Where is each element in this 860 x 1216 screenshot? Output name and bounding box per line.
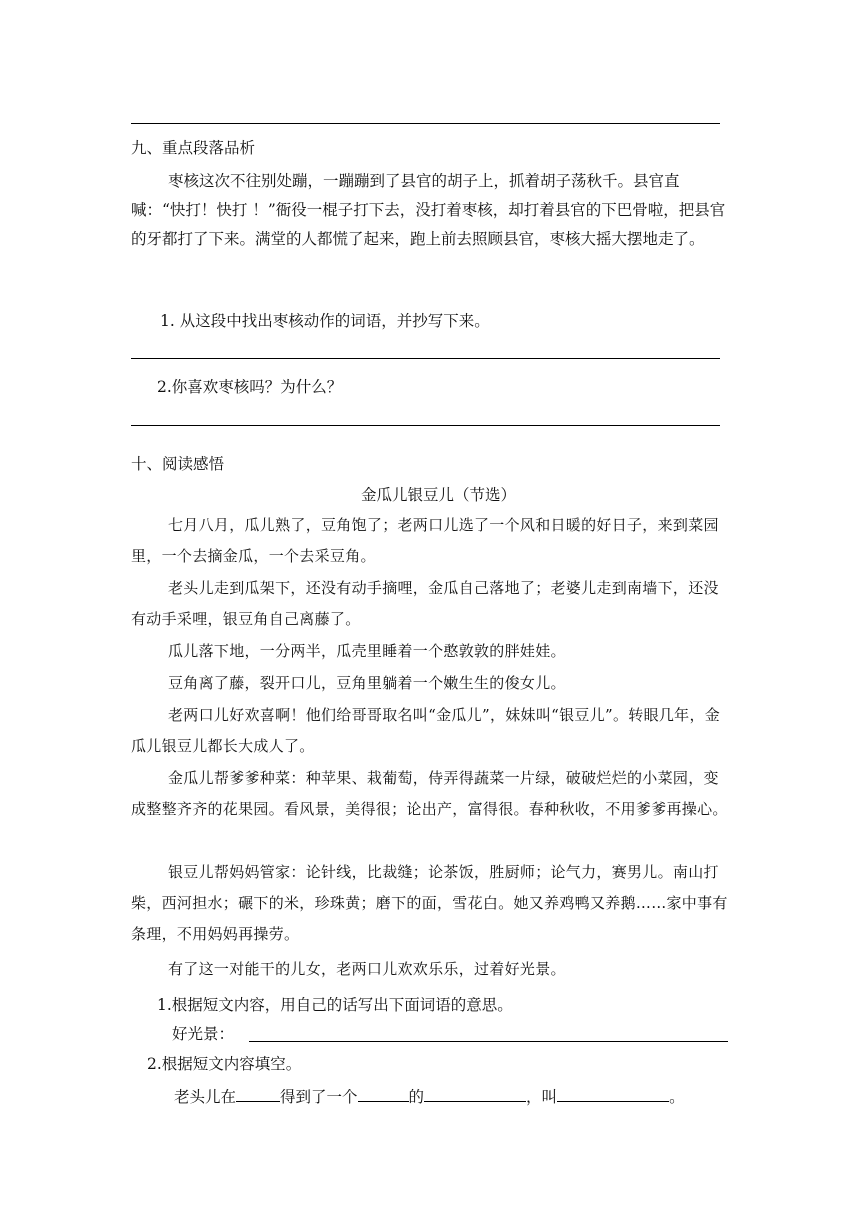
good-times-label: 好光景： (172, 1025, 235, 1043)
section-9-question-2: 2.你喜欢枣核吗？为什么？ (157, 378, 343, 396)
fill-part-4: ，叫 (526, 1088, 558, 1106)
fill-in-sentence (174, 1085, 685, 1107)
section-10-heading: 十、阅读感悟 (131, 455, 225, 473)
section-10-question-2: 2.根据短文内容填空。 (147, 1055, 302, 1073)
section-9-passage: 枣核这次不往别处蹦，一蹦蹦到了县官的胡子上，抓着胡子荡秋千。县官直喊：“快打！快打 ！”衙役一棍子打下去，没打着枣核，却打着县官的下巴骨啦，把县官的牙都打了下来。满堂的人都慌了起来，跑上前去照顾县官，枣核大摇大摆地走了。 (131, 172, 726, 248)
fill-blank-4[interactable] (557, 1085, 669, 1102)
passage-paragraph-6: 金瓜儿帮爹爹种菜：种苹果、栽葡萄，侍弄得蔬菜一片绿，破破烂烂的小菜园，变成整整齐齐的花果园。看风景，美得很；论出产，富得很。春种秋收，不用爹爹再操心。 (131, 769, 728, 818)
fill-part-3: 的 (408, 1088, 425, 1106)
passage-paragraph-5: 老两口儿好欢喜啊！他们给哥哥取名叫“金瓜儿”，妹妹叫“银豆儿”。转眼几年，金瓜儿银豆儿都长大成人了。 (131, 706, 721, 755)
good-times-answer-line[interactable] (249, 1041, 728, 1042)
fill-part-2: 得到了一个 (280, 1088, 358, 1106)
answer-line-top (131, 123, 720, 124)
passage-paragraph-2: 老头儿走到瓜架下，还没有动手摘哩，金瓜自己落地了；老婆儿走到南墙下，还没有动手采哩，银豆角自己离藤了。 (131, 579, 719, 628)
section-10-question-1: 1.根据短文内容，用自己的话写出下面词语的意思。 (157, 996, 513, 1014)
section-9-question-1: 1. 从这段中找出枣核动作的词语，并抄写下来。 (160, 312, 490, 330)
fill-part-5: 。 (669, 1088, 685, 1106)
passage-title: 金瓜儿银豆儿（节选） (361, 486, 517, 504)
fill-blank-2[interactable] (358, 1085, 409, 1102)
fill-part-1: 老头儿在 (174, 1088, 237, 1106)
fill-blank-3[interactable] (424, 1085, 526, 1102)
answer-line-q1[interactable] (131, 358, 720, 359)
passage-paragraph-4: 豆角离了藤，裂开口儿，豆角里躺着一个嫩生生的俊女儿。 (168, 674, 566, 692)
fill-blank-1[interactable] (236, 1085, 280, 1102)
passage-paragraph-7: 银豆儿帮妈妈管家：论针线，比裁缝；论茶饭，胜厨师；论气力，赛男儿。南山打柴，西河担水；碾下的米，珍珠黄；磨下的面，雪花白。她又养鸡鸭又养鹅……家中事有条理，不用妈妈再操劳。 (131, 863, 728, 943)
section-9-heading: 九、重点段落品析 (131, 139, 256, 157)
answer-line-q2[interactable] (131, 425, 720, 426)
passage-paragraph-3: 瓜儿落下地，一分两半，瓜壳里睡着一个憨敦敦的胖娃娃。 (168, 642, 566, 660)
passage-paragraph-1: 七月八月，瓜儿熟了，豆角饱了；老两口儿选了一个风和日暖的好日子，来到菜园里，一个去摘金瓜，一个去采豆角。 (131, 516, 719, 565)
passage-paragraph-8: 有了这一对能干的儿女，老两口儿欢欢乐乐，过着好光景。 (168, 960, 566, 978)
